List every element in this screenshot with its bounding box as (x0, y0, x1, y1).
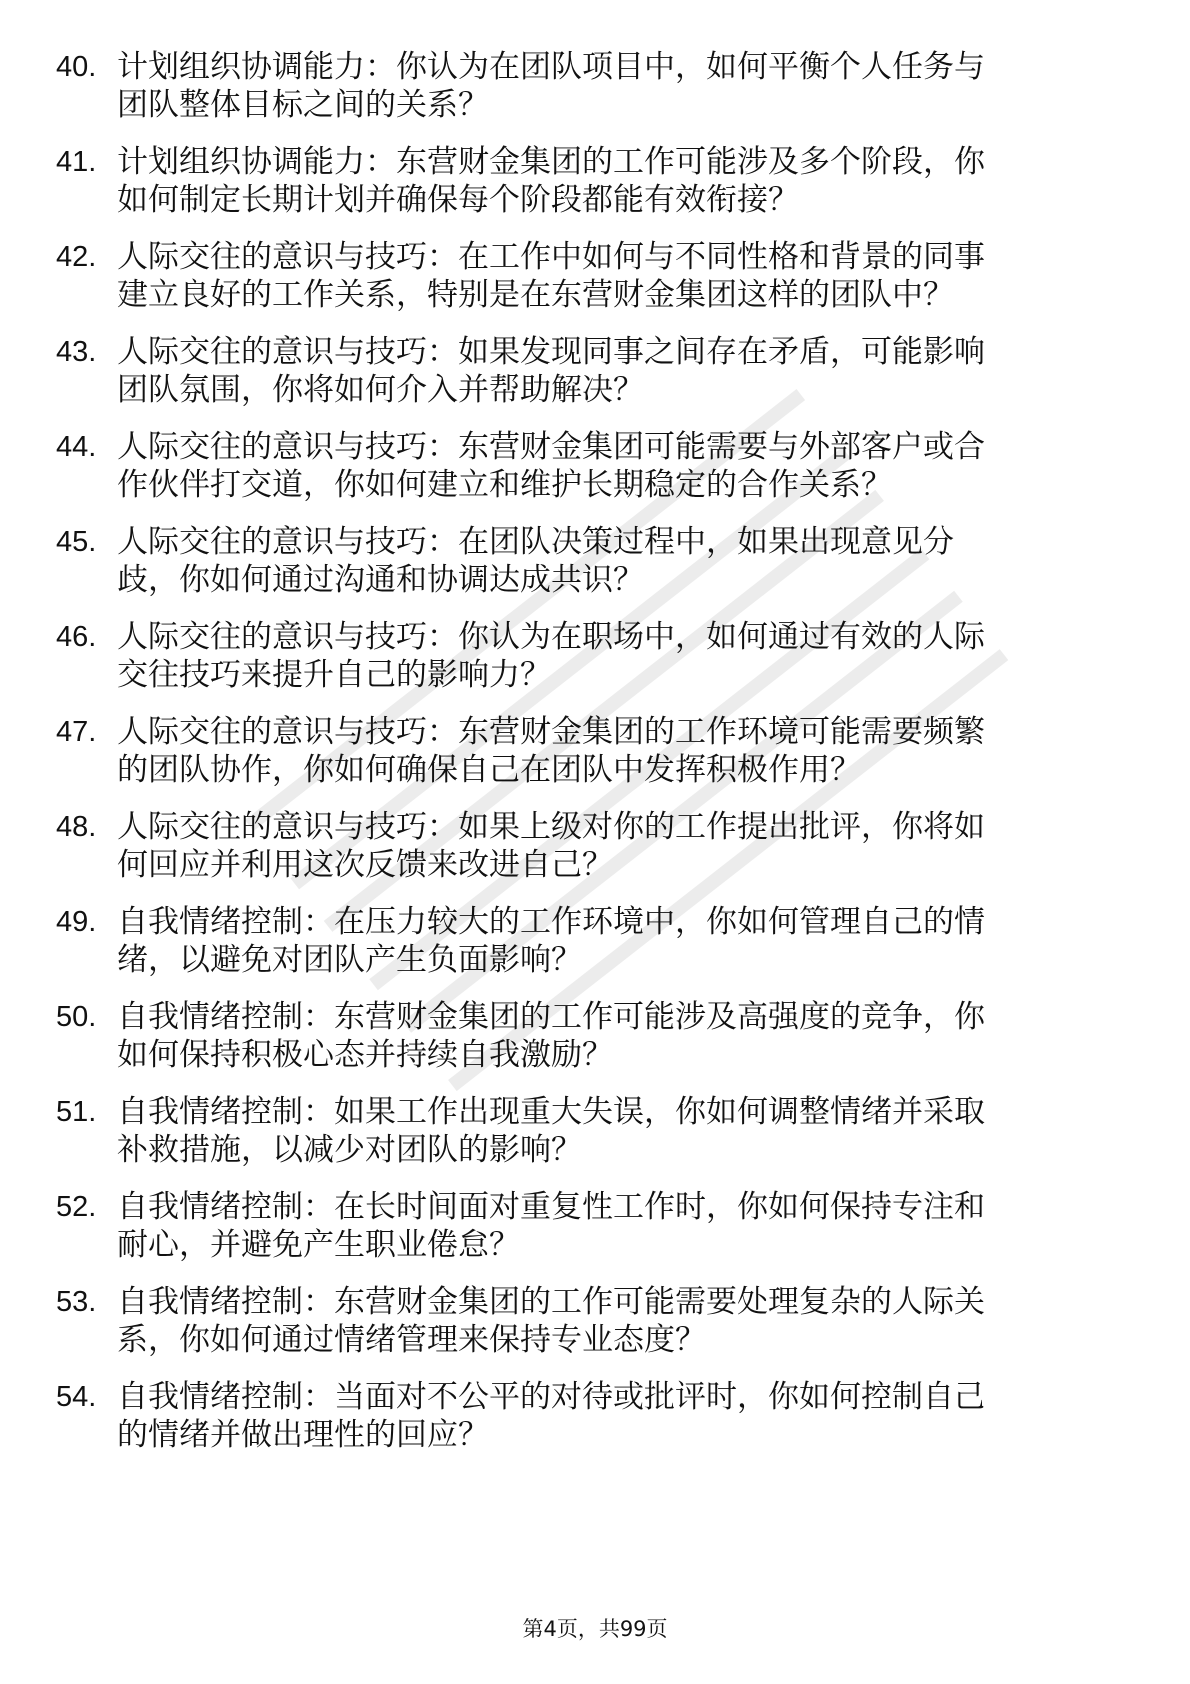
question-text (117, 143, 1047, 219)
question-line: 人际交往的意识与技巧：在工作中如何与不同性格和背景的同事 (117, 239, 985, 275)
question-line: 自我情绪控制：在长时间面对重复性工作时，你如何保持专注和 (117, 1189, 985, 1225)
question-number: 40. (56, 51, 97, 83)
question-line: 交往技巧来提升自己的影响力？ (117, 657, 551, 693)
question-item (0, 1378, 1190, 1454)
question-text (117, 48, 1047, 124)
question-line: 自我情绪控制：东营财金集团的工作可能需要处理复杂的人际关 (117, 1284, 985, 1320)
question-text (117, 618, 1047, 694)
question-number: 44. (56, 431, 97, 463)
question-line: 自我情绪控制：在压力较大的工作环境中，你如何管理自己的情 (117, 904, 985, 940)
question-text (117, 1188, 1047, 1264)
question-number: 53. (56, 1286, 97, 1318)
question-line: 如何保持积极心态并持续自我激励？ (117, 1037, 613, 1073)
question-item (0, 143, 1190, 219)
question-item (0, 523, 1190, 599)
question-number: 49. (56, 906, 97, 938)
question-line: 团队氛围，你将如何介入并帮助解决？ (117, 372, 644, 408)
question-list (0, 48, 1190, 1473)
question-text (117, 903, 1047, 979)
question-number: 41. (56, 146, 97, 178)
question-number: 48. (56, 811, 97, 843)
question-text (117, 1378, 1047, 1454)
question-item (0, 48, 1190, 124)
question-number: 52. (56, 1191, 97, 1223)
question-item (0, 428, 1190, 504)
question-item (0, 333, 1190, 409)
question-line: 的情绪并做出理性的回应？ (117, 1417, 489, 1453)
question-number: 46. (56, 621, 97, 653)
question-item (0, 713, 1190, 789)
question-line: 人际交往的意识与技巧：如果发现同事之间存在矛盾，可能影响 (117, 334, 985, 370)
question-text (117, 808, 1047, 884)
question-line: 自我情绪控制：东营财金集团的工作可能涉及高强度的竞争，你 (117, 999, 985, 1035)
question-line: 计划组织协调能力：你认为在团队项目中，如何平衡个人任务与 (117, 49, 985, 85)
question-number: 54. (56, 1381, 97, 1413)
question-line: 自我情绪控制：如果工作出现重大失误，你如何调整情绪并采取 (117, 1094, 985, 1130)
question-text (117, 998, 1047, 1074)
question-text (117, 1093, 1047, 1169)
question-text (117, 1283, 1047, 1359)
question-line: 人际交往的意识与技巧：如果上级对你的工作提出批评，你将如 (117, 809, 985, 845)
question-number: 45. (56, 526, 97, 558)
question-item (0, 1093, 1190, 1169)
question-line: 建立良好的工作关系，特别是在东营财金集团这样的团队中？ (117, 277, 954, 313)
question-line: 计划组织协调能力：东营财金集团的工作可能涉及多个阶段，你 (117, 144, 985, 180)
question-line: 补救措施，以减少对团队的影响？ (117, 1132, 582, 1168)
question-item (0, 1283, 1190, 1359)
question-text (117, 428, 1047, 504)
question-number: 50. (56, 1001, 97, 1033)
question-line: 绪，以避免对团队产生负面影响？ (117, 942, 582, 978)
question-line: 自我情绪控制：当面对不公平的对待或批评时，你如何控制自己 (117, 1379, 985, 1415)
question-text (117, 523, 1047, 599)
question-line: 系，你如何通过情绪管理来保持专业态度？ (117, 1322, 706, 1358)
question-line: 如何制定长期计划并确保每个阶段都能有效衔接？ (117, 182, 799, 218)
question-line: 人际交往的意识与技巧：东营财金集团的工作环境可能需要频繁 (117, 714, 985, 750)
question-line: 歧，你如何通过沟通和协调达成共识？ (117, 562, 644, 598)
question-number: 47. (56, 716, 97, 748)
question-text (117, 238, 1047, 314)
question-line: 作伙伴打交道，你如何建立和维护长期稳定的合作关系？ (117, 467, 892, 503)
question-item (0, 808, 1190, 884)
question-line: 何回应并利用这次反馈来改进自己？ (117, 847, 613, 883)
question-number: 51. (56, 1096, 97, 1128)
question-line: 人际交往的意识与技巧：在团队决策过程中，如果出现意见分 (117, 524, 954, 560)
question-item (0, 1188, 1190, 1264)
question-item (0, 238, 1190, 314)
page-footer: 第4页，共99页 (522, 1617, 668, 1641)
question-line: 人际交往的意识与技巧：东营财金集团可能需要与外部客户或合 (117, 429, 985, 465)
question-number: 42. (56, 241, 97, 273)
question-line: 的团队协作，你如何确保自己在团队中发挥积极作用？ (117, 752, 861, 788)
question-item (0, 998, 1190, 1074)
question-text (117, 333, 1047, 409)
question-line: 耐心，并避免产生职业倦怠？ (117, 1227, 520, 1263)
question-item (0, 618, 1190, 694)
question-item (0, 903, 1190, 979)
question-text (117, 713, 1047, 789)
question-line: 团队整体目标之间的关系？ (117, 87, 489, 123)
question-line: 人际交往的意识与技巧：你认为在职场中，如何通过有效的人际 (117, 619, 985, 655)
question-number: 43. (56, 336, 97, 368)
